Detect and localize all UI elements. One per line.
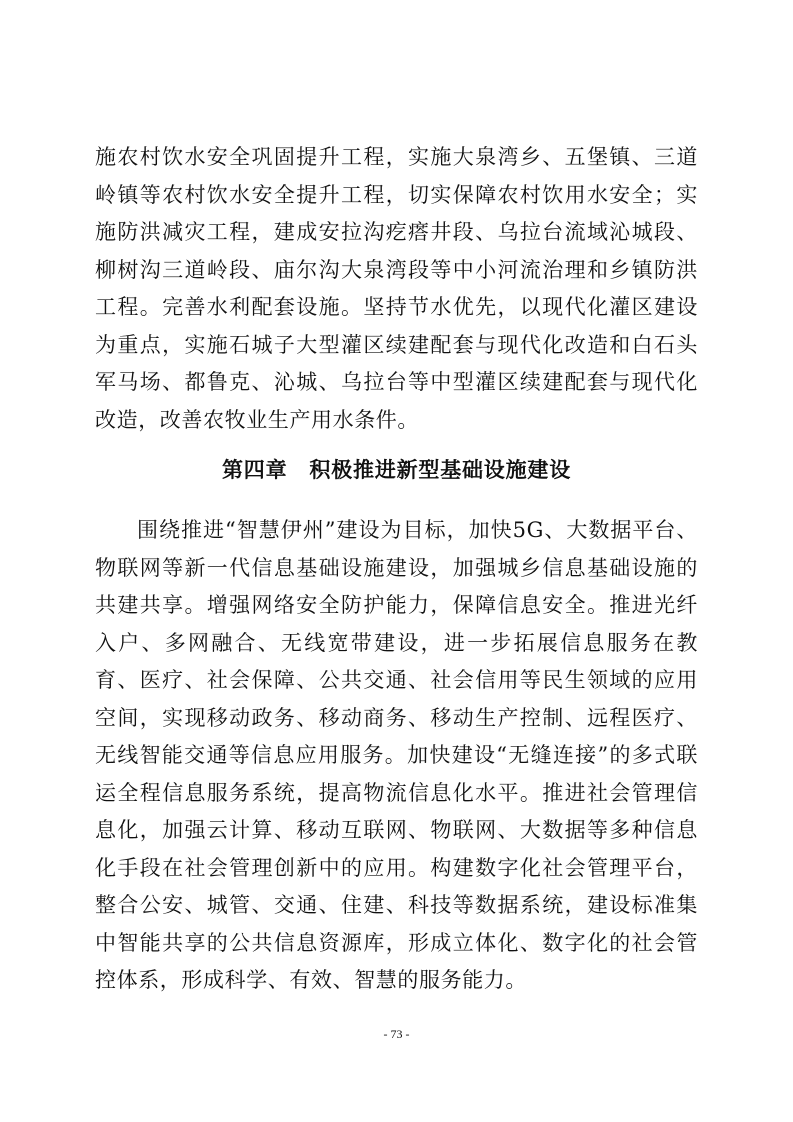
- chapter-title: 积极推进新型基础设施建设: [309, 457, 571, 482]
- paragraph-continuation: 施农村饮水安全巩固提升工程，实施大泉湾乡、五堡镇、三道岭镇等农村饮水安全提升工程，切实保障农村饮用水安全；实施防洪减灾工程，建成安拉沟疙瘩井段、乌拉台流域沁城段、柳树沟三道岭段、庙尔沟大泉湾段等中小河流治理和乡镇防洪工程。完善水利配套设施。坚持节水优先，以现代化灌区建设为重点，实施石城子大型灌区续建配套与现代化改造和白石头军马场、都鲁克、沁城、乌拉台等中型灌区续建配套与现代化改造，改善农牧业生产用水条件。: [95, 145, 698, 432]
- page-number: - 73 -: [383, 1027, 410, 1041]
- chapter-heading: [0, 455, 793, 485]
- paragraph-body: 围绕推进“智慧伊州”建设为目标，加快5G、大数据平台、物联网等新一代信息基础设施建设，加强城乡信息基础设施的共建共享。增强网络安全防护能力，保障信息安全。推进光纤入户、多网融合、无线宽带建设，进一步拓展信息服务在教育、医疗、社会保障、公共交通、社会信用等民生领域的应用空间，实现移动政务、移动商务、移动生产控制、远程医疗、无线智能交通等信息应用服务。加快建设“无缝连接”的多式联运全程信息服务系统，提高物流信息化水平。推进社会管理信息化，加强云计算、移动互联网、物联网、大数据等多种信息化手段在社会管理创新中的应用。构建数字化社会管理平台，整合公安、城管、交通、住建、科技等数据系统，建设标准集中智能共享的公共信息资源库，形成立体化、数字化的社会管控体系，形成科学、有效、智慧的服务能力。: [95, 518, 698, 992]
- chapter-number: 第四章: [221, 457, 288, 482]
